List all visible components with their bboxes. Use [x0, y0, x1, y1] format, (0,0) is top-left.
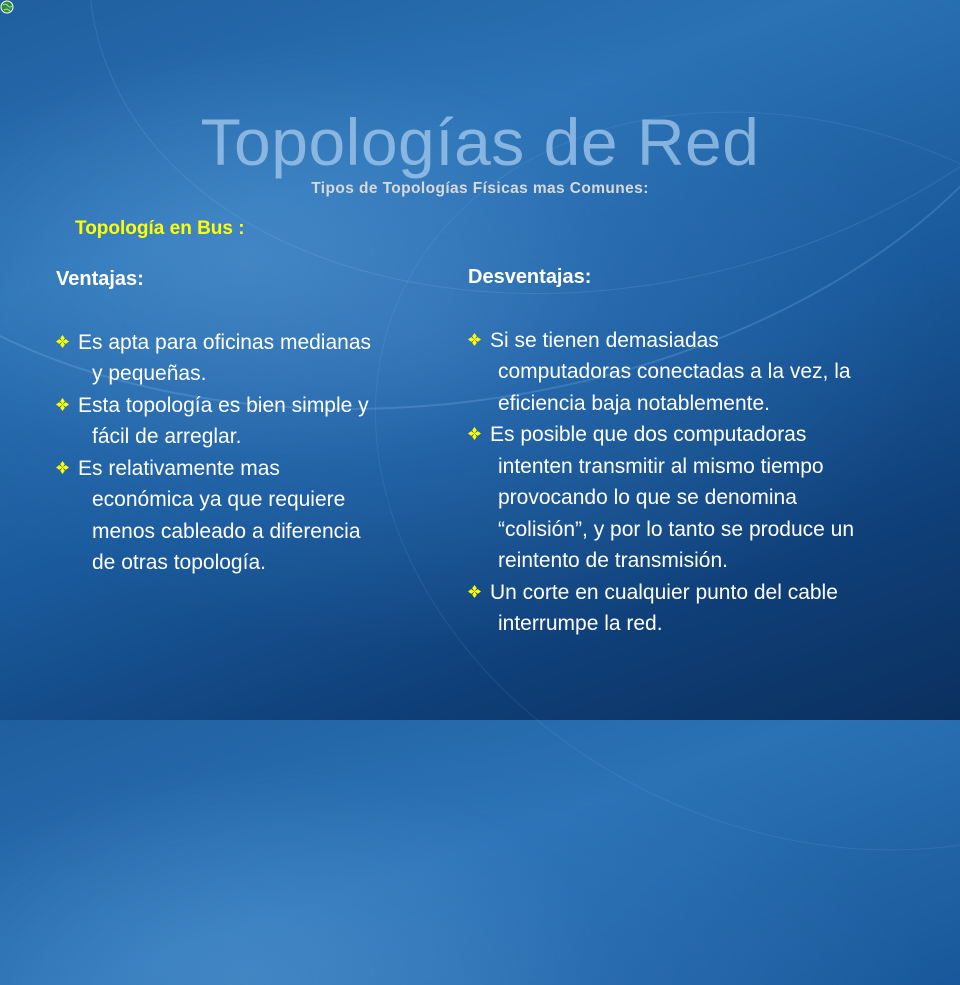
diamond-bullet-icon [468, 333, 481, 346]
globe-icon [0, 0, 14, 14]
diamond-bullet-icon [56, 335, 69, 348]
section-heading: Topología en Bus : [75, 218, 245, 239]
ventajas-heading: Ventajas: [56, 268, 144, 290]
ventajas-item-text: Es relativamente mas [78, 456, 280, 480]
ventajas-list [56, 327, 466, 579]
desventajas-heading: Desventajas: [468, 266, 592, 288]
ventajas-item-text: y pequeñas. [92, 362, 207, 385]
desventajas-item-text: Si se tienen demasiadas [490, 328, 719, 352]
desventajas-column [468, 262, 956, 640]
diamond-bullet-icon [468, 427, 481, 440]
diamond-bullet-icon [56, 461, 69, 474]
ventajas-item-text: menos cableado a diferencia [92, 519, 361, 543]
desventajas-item-text: “colisión”, y por lo tanto se produce un [498, 517, 855, 541]
desventajas-item-text: eficiencia baja notablemente. [498, 391, 771, 415]
desventajas-item-text: computadoras conectadas a la vez, la [498, 360, 851, 383]
desventajas-item-text: intenten transmitir al mismo tiempo [498, 454, 824, 478]
ventajas-item [56, 327, 466, 390]
desventajas-item-text: reintento de transmisión. [498, 549, 728, 572]
desventajas-item [468, 325, 956, 420]
desventajas-item [468, 577, 956, 640]
desventajas-item-text: provocando lo que se denomina [498, 486, 797, 509]
desventajas-item [468, 419, 956, 577]
desventajas-item-text: Es posible que dos computadoras [490, 423, 807, 446]
ventajas-item-text: Es apta para oficinas medianas [78, 330, 372, 354]
ventajas-item-text: Esta topología es bien simple y [78, 393, 369, 417]
ventajas-item-text: económica ya que requiere [92, 488, 346, 511]
diamond-bullet-icon [468, 585, 481, 598]
ventajas-item [56, 390, 466, 453]
desventajas-list [468, 325, 956, 640]
desventajas-item-text: Un corte en cualquier punto del cable [490, 580, 838, 604]
diamond-bullet-icon [56, 398, 69, 411]
slide-subtitle: Tipos de Topologías Físicas mas Comunes: [311, 180, 649, 197]
ventajas-item [56, 453, 466, 579]
slide-title: Topologías de Red [200, 105, 760, 179]
desventajas-item-text: interrumpe la red. [498, 612, 663, 635]
ventajas-column [56, 264, 466, 579]
ventajas-item-text: fácil de arreglar. [92, 425, 242, 448]
ventajas-item-text: de otras topología. [92, 551, 266, 574]
